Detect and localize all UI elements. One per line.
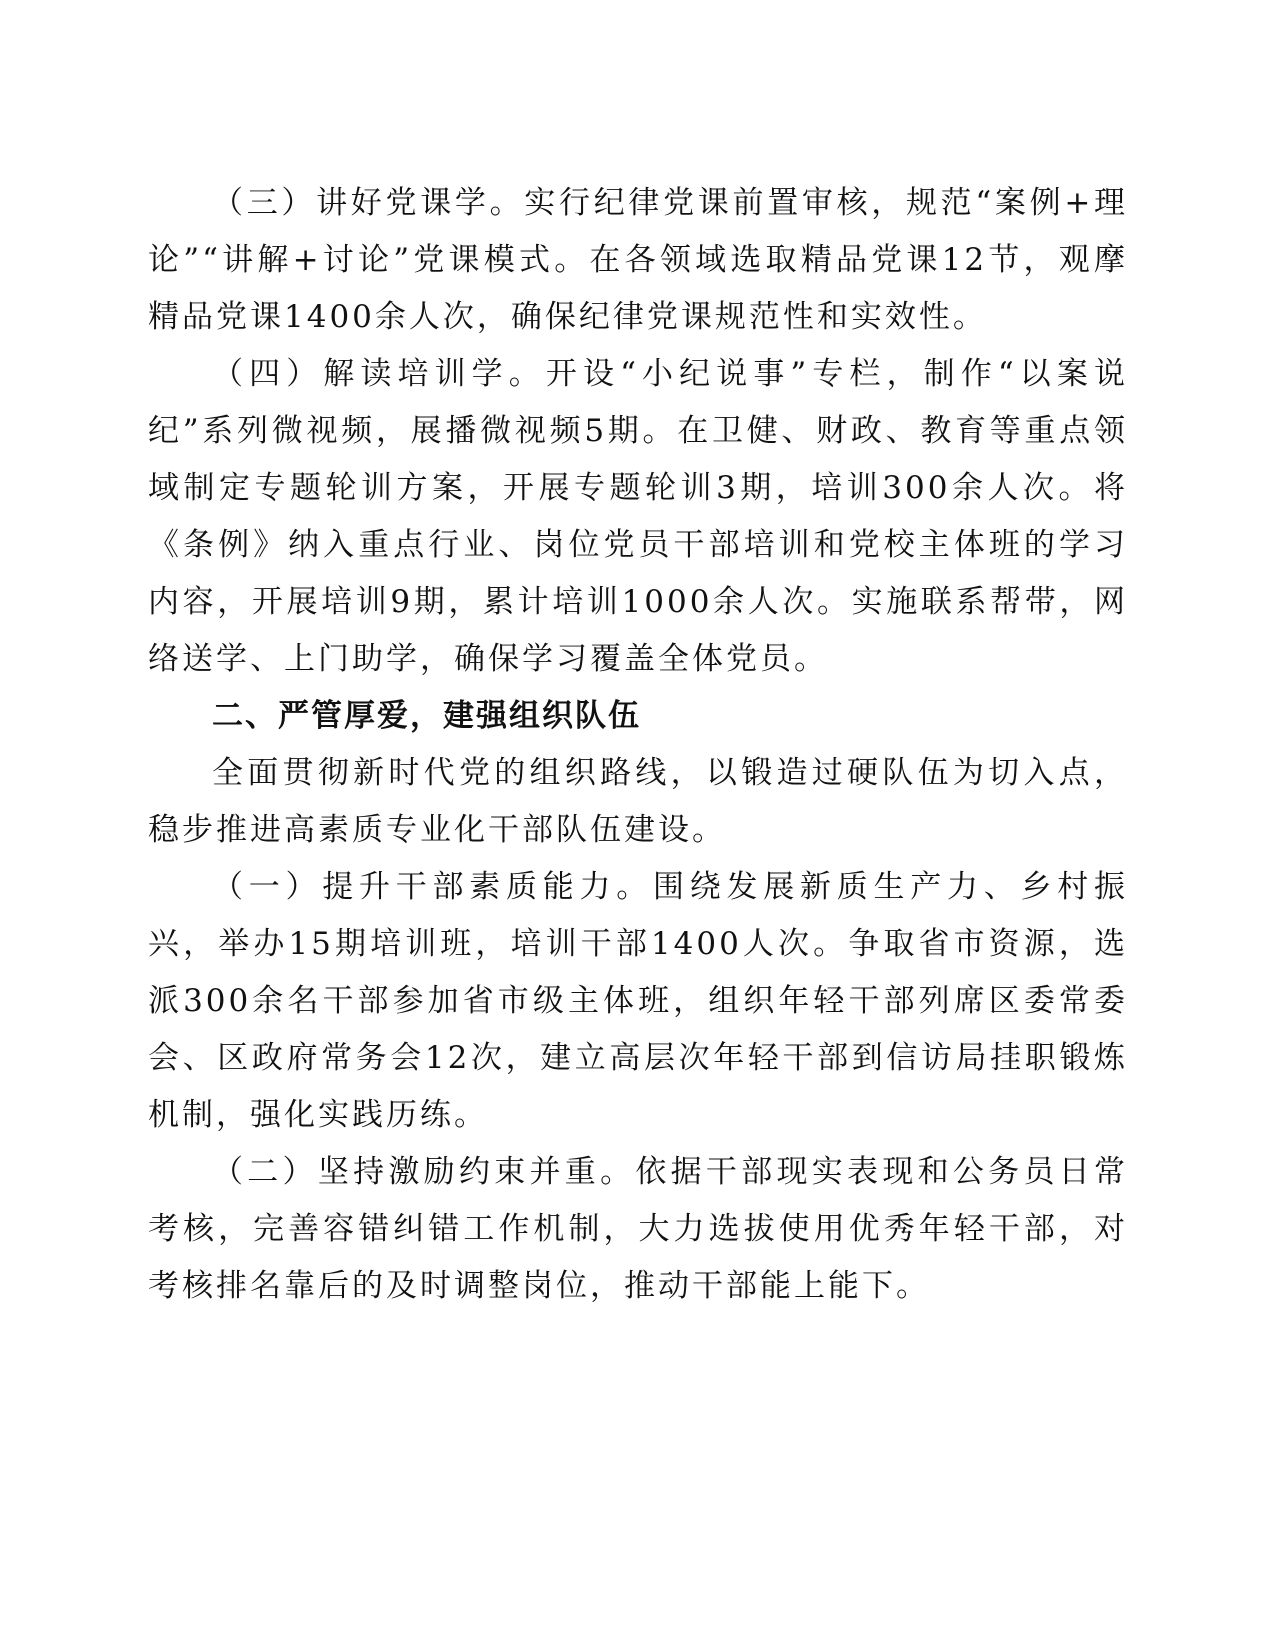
paragraph-lead: （二）坚持激励约束并重。 [212,1154,636,1190]
paragraph-lead: （一）提升干部素质能力。 [212,869,653,905]
paragraph-party-lecture [148,175,1128,346]
paragraph-incentive-constraint [148,1144,1128,1315]
paragraph-lead: （四）解读培训学。 [212,356,546,392]
section-heading: 二、严管厚爱，建强组织队伍 [212,698,641,734]
paragraph-text: 开设“小纪说事”专栏，制作“以案说纪”系列微视频，展播微视频5期。在卫健、财政、教育等重点领域制定专题轮训方案，开展专题轮训3期，培训300余人次。将《条例》纳入重点行业、岗位党员干部培训和党校主体班的学习内容，开展培训9期，累计培训1000余人次。实施联系帮带，网络送学、上门助学，确保学习覆盖全体党员。 [148,356,1129,677]
paragraph-text: 依据干部现实表现和公务员日常考核，完善容错纠错工作机制，大力选拔使用优秀年轻干部，对考核排名靠后的及时调整岗位，推动干部能上能下。 [148,1154,1128,1304]
paragraph-training-interpretation [148,346,1128,688]
document-body [148,175,1128,1315]
section-intro: 全面贯彻新时代党的组织路线，以锻造过硬队伍为切入点，稳步推进高素质专业化干部队伍建设。 [148,755,1128,848]
paragraph-lead: （三）讲好党课学。 [212,185,525,221]
paragraph-cadre-ability [148,859,1128,1144]
paragraph-text: 实行纪律党课前置审核，规范“案例+理论”“讲解+讨论”党课模式。在各领域选取精品党课12节，观摩精品党课1400余人次，确保纪律党课规范性和实效性。 [148,185,1128,335]
paragraph-text: 围绕发展新质生产力、乡村振兴，举办15期培训班，培训干部1400人次。争取省市资源，选派300余名干部参加省市级主体班，组织年轻干部列席区委常委会、区政府常务会12次，建立高层次年轻干部到信访局挂职锻炼机制，强化实践历练。 [148,869,1128,1133]
